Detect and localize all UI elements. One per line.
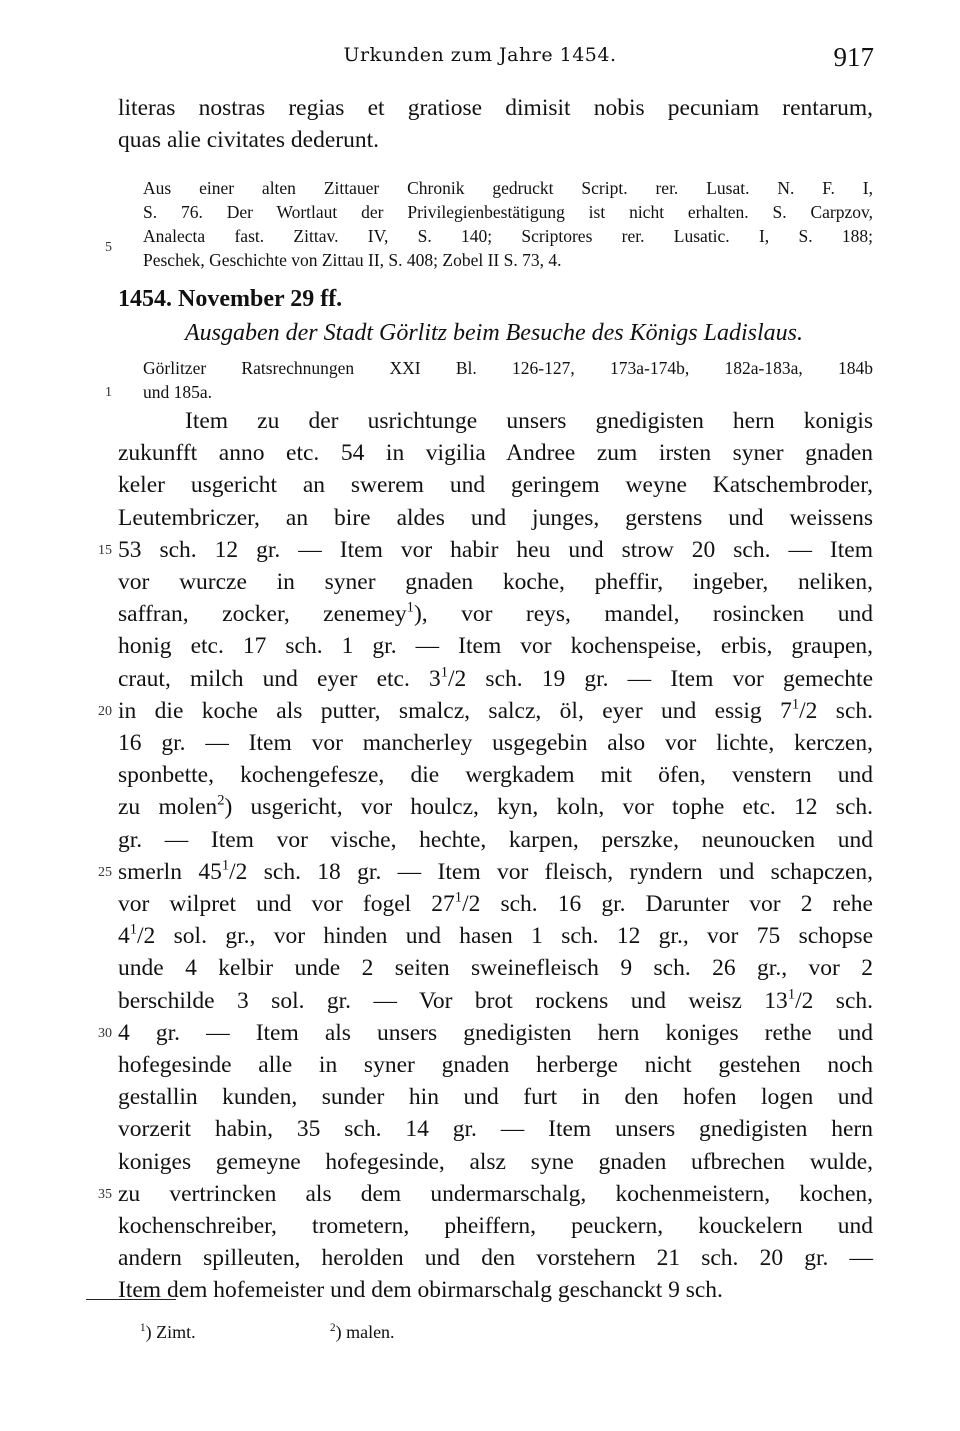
body-line: zu vertrincken als dem undermarschalg, kochenmeistern, kochen,	[118, 1180, 873, 1207]
note-line: Görlitzer Ratsrechnungen XXI Bl. 126-127, 173a-174b, 182a-183a, 184b	[143, 358, 873, 378]
margin-line-number: 1	[105, 385, 112, 400]
text-segment: craut, milch und eyer etc. 3	[118, 665, 441, 692]
text-segment: /2 sol. gr., vor hinden und hasen 1 sch. 12 gr., vor 75 schopse	[137, 923, 873, 950]
body-line: koniges gemeyne hofegesinde, alsz syne gnaden ufbrechen wulde,	[118, 1148, 873, 1175]
text-segment: berschilde 3 sol. gr. — Vor brot rockens und weisz 13	[118, 987, 788, 1014]
body-line: sponbette, kochengefesze, die wergkadem mit öfen, venstern und	[118, 762, 873, 789]
body-line	[118, 985, 873, 1017]
regest-line: Ausgaben der Stadt Görlitz beim Besuche des Königs Ladislaus.	[185, 320, 803, 346]
text-segment: zu molen	[118, 794, 218, 821]
running-head	[0, 44, 960, 74]
footnote-mark: 2	[330, 1321, 336, 1334]
note-line: und 185a.	[143, 382, 213, 402]
body-line: gestallin kunden, sunder hin und furt in den hofen logen und	[118, 1084, 873, 1111]
text-segment: saffran, zocker, zenemey	[118, 601, 407, 628]
fraction-numerator: 1	[129, 921, 138, 938]
body-line	[118, 920, 873, 952]
body-line: kochenschreiber, trometern, pheiffern, peuckern, kouckelern und	[118, 1213, 873, 1240]
body-line: keler usgericht an swerem und geringem weyne Katschembroder,	[118, 472, 873, 499]
text-segment: 4	[118, 923, 130, 950]
margin-line-number: 20	[98, 704, 112, 719]
body-line	[118, 888, 873, 920]
text-segment: /2 sch.	[795, 987, 873, 1014]
footnote-text: ) malen.	[335, 1322, 395, 1342]
margin-line-number: 30	[98, 1026, 112, 1041]
footnotes	[140, 1322, 640, 1348]
fraction-numerator: 1	[454, 889, 463, 906]
body-line: vor wurcze in syner gnaden koche, pheffir, ingeber, neliken,	[118, 569, 873, 596]
text-segment: /2 sch. 18 gr. — Item vor fleisch, ryndern und schapczen,	[229, 858, 873, 885]
text-segment: smerln 45	[118, 858, 222, 885]
page-number: 917	[833, 42, 874, 72]
margin-line-number: 15	[98, 543, 112, 558]
intro-paragraph	[118, 92, 873, 156]
footnote-mark: 1	[140, 1321, 146, 1334]
footnote-2	[330, 1322, 395, 1343]
body-line	[118, 663, 873, 695]
body-line	[118, 791, 873, 823]
note-line: S. 76. Der Wortlaut der Privilegienbestätigung ist nicht erhalten. S. Carpzov,	[143, 202, 873, 222]
margin-line-number: 5	[105, 240, 112, 255]
body-text	[118, 405, 873, 1307]
footnote-ref: 1	[406, 599, 414, 616]
body-line	[118, 856, 873, 888]
text-segment: ), vor reys, mandel, rosincken und	[413, 601, 873, 628]
body-line: 53 sch. 12 gr. — Item vor habir heu und strow 20 sch. — Item	[118, 536, 873, 563]
body-line: Leutembriczer, an bire aldes und junges, gerstens und weissens	[118, 504, 873, 531]
archive-note	[143, 356, 873, 404]
text-segment: vor wilpret und vor fogel 27	[118, 891, 455, 918]
fraction-numerator: 1	[787, 986, 796, 1003]
running-title: Urkunden zum Jahre 1454.	[343, 44, 617, 66]
text-line: literas nostras regias et gratiose dimisit nobis pecuniam rentarum,	[118, 95, 873, 121]
body-line: zukunfft anno etc. 54 in vigilia Andree zum irsten syner gnaden	[118, 440, 873, 467]
body-line: honig etc. 17 sch. 1 gr. — Item vor kochenspeise, erbis, graupen,	[118, 633, 873, 660]
text-line: quas alie civitates dederunt.	[118, 127, 380, 154]
note-line: Analecta fast. Zittav. IV, S. 140; Scriptores rer. Lusatic. I, S. 188;	[143, 226, 873, 246]
body-line: andern spilleuten, herolden und den vorstehern 21 sch. 20 gr. —	[118, 1245, 873, 1272]
document-heading	[118, 284, 873, 314]
margin-line-number: 35	[98, 1187, 112, 1202]
footnote-ref: 2	[217, 792, 225, 809]
body-line	[118, 598, 873, 630]
text-segment: /2 sch.	[799, 697, 873, 724]
body-line	[118, 695, 873, 727]
margin-line-number: 25	[98, 865, 112, 880]
date-heading: 1454. November 29 ff.	[118, 286, 343, 312]
footnote-1	[140, 1322, 196, 1343]
footnote-text: ) Zimt.	[145, 1322, 196, 1342]
note-line: Peschek, Geschichte von Zittau II, S. 408; Zobel II S. 73, 4.	[143, 250, 562, 270]
fraction-numerator: 1	[221, 857, 230, 874]
text-segment: /2 sch. 16 gr. Darunter vor 2 rehe	[462, 891, 873, 918]
text-segment: /2 sch. 19 gr. — Item vor gemechte	[448, 665, 873, 692]
text-segment: ) usgericht, vor houlcz, kyn, koln, vor tophe etc. 12 sch.	[224, 794, 874, 821]
body-line: gr. — Item vor vische, hechte, karpen, perszke, neunoucken und	[118, 826, 873, 853]
footnote-rule	[86, 1299, 176, 1300]
body-line: unde 4 kelbir unde 2 seiten sweinefleisch 9 sch. 26 gr., vor 2	[118, 955, 873, 982]
body-line: hofegesinde alle in syner gnaden herberge nicht gestehen noch	[118, 1052, 873, 1079]
body-line: vorzerit habin, 35 sch. 14 gr. — Item unsers gnedigisten hern	[118, 1116, 873, 1143]
body-line: Item zu der usrichtunge unsers gnedigisten hern konigis	[185, 408, 873, 434]
note-line: Aus einer alten Zittauer Chronik gedruckt Script. rer. Lusat. N. F. I,	[143, 178, 873, 198]
body-line: 16 gr. — Item vor mancherley usgegebin also vor lichte, kerczen,	[118, 730, 873, 757]
body-line: Item dem hofemeister und dem obirmarschalg geschanckt 9 sch.	[118, 1277, 723, 1304]
body-line: 4 gr. — Item als unsers gnedigisten hern koniges rethe und	[118, 1019, 873, 1046]
text-segment: in die koche als putter, smalcz, salcz, öl, eyer und essig 7	[118, 697, 792, 724]
fraction-numerator: 1	[791, 696, 800, 713]
fraction-numerator: 1	[440, 664, 449, 681]
source-note	[143, 176, 873, 272]
document-subtitle	[185, 318, 875, 348]
